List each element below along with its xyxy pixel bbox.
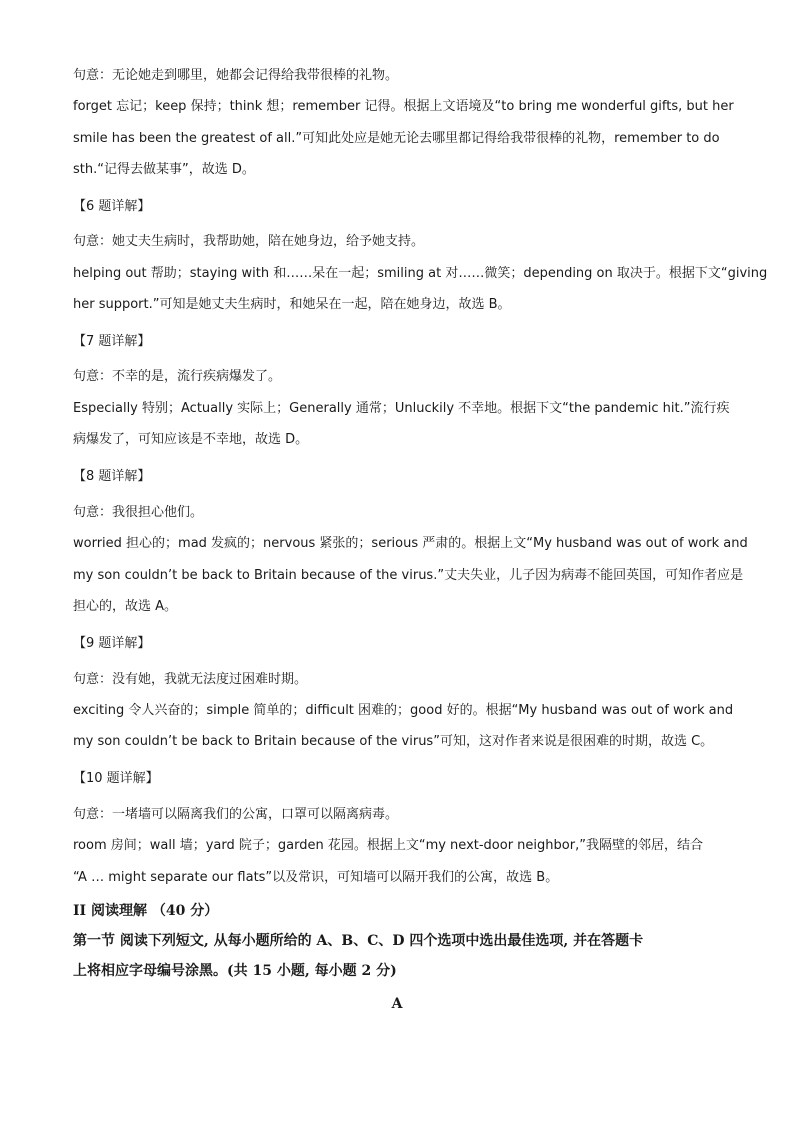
paragraph-line: forget 忘记；keep 保持；think 想；remember 记得。根据上文语境及“to bring me wonderful gifts, but her: [73, 99, 734, 114]
part-heading: II 阅读理解 （40 分）: [73, 903, 219, 919]
paragraph-line: 句意：无论她走到哪里，她都会记得给我带很棒的礼物。: [73, 68, 399, 83]
section-heading: 【9 题详解】: [73, 636, 151, 651]
paragraph-line: her support.”可知是她丈夫生病时，和她呆在一起，陪在她身边，故选 B。: [73, 297, 511, 312]
passage-label: A: [391, 996, 403, 1012]
paragraph-line: worried 担心的；mad 发疯的；nervous 紧张的；serious 严肃的。根据上文“My husband was out of work and: [73, 536, 748, 551]
paragraph-line: 担心的，故选 A。: [73, 599, 178, 614]
paragraph-line: 病爆发了，可知应该是不幸地，故选 D。: [73, 432, 309, 447]
paragraph-line: “A … might separate our flats”以及常识，可知墙可以隔开我们的公寓，故选 B。: [73, 870, 559, 885]
paragraph-line: my son couldn’t be back to Britain because of the virus.”丈夫失业，儿子因为病毒不能回英国，可知作者应是: [73, 568, 744, 583]
section-heading: 【10 题详解】: [73, 771, 159, 786]
paragraph-line: helping out 帮助；staying with 和……呆在一起；smiling at 对……微笑；depending on 取决于。根据下文“giving: [73, 266, 768, 281]
paragraph-line: smile has been the greatest of all.”可知此处应是她无论去哪里都记得给我带很棒的礼物，remember to do: [73, 131, 720, 146]
paragraph-line: 句意：不幸的是，流行疾病爆发了。: [73, 369, 282, 384]
paragraph-line: sth.“记得去做某事”，故选 D。: [73, 162, 255, 177]
paragraph-line: 句意：没有她，我就无法度过困难时期。: [73, 672, 308, 687]
paragraph-line: 句意：一堵墙可以隔离我们的公寓，口罩可以隔离病毒。: [73, 807, 399, 822]
instruction-line: 第一节 阅读下列短文, 从每小题所给的 A、B、C、D 四个选项中选出最佳选项, 并在答题卡: [73, 933, 644, 949]
section-heading: 【7 题详解】: [73, 334, 151, 349]
paragraph-line: exciting 令人兴奋的；simple 简单的；difficult 困难的；good 好的。根据“My husband was out of work and: [73, 703, 734, 718]
paragraph-line: room 房间；wall 墙；yard 院子；garden 花园。根据上文“my next-door neighbor,”我隔壁的邻居，结合: [73, 838, 703, 853]
paragraph-line: 句意：我很担心他们。: [73, 505, 204, 520]
paragraph-line: 句意：她丈夫生病时，我帮助她，陪在她身边，给予她支持。: [73, 234, 425, 249]
section-heading: 【8 题详解】: [73, 469, 151, 484]
paragraph-line: my son couldn’t be back to Britain because of the virus”可知，这对作者来说是很困难的时期，故选 C。: [73, 734, 714, 749]
paragraph-line: Especially 特别；Actually 实际上；Generally 通常；Unluckily 不幸地。根据下文“the pandemic hit.”流行疾: [73, 401, 730, 416]
section-heading: 【6 题详解】: [73, 199, 151, 214]
instruction-line: 上将相应字母编号涂黑。(共 15 小题, 每小题 2 分): [73, 963, 397, 979]
